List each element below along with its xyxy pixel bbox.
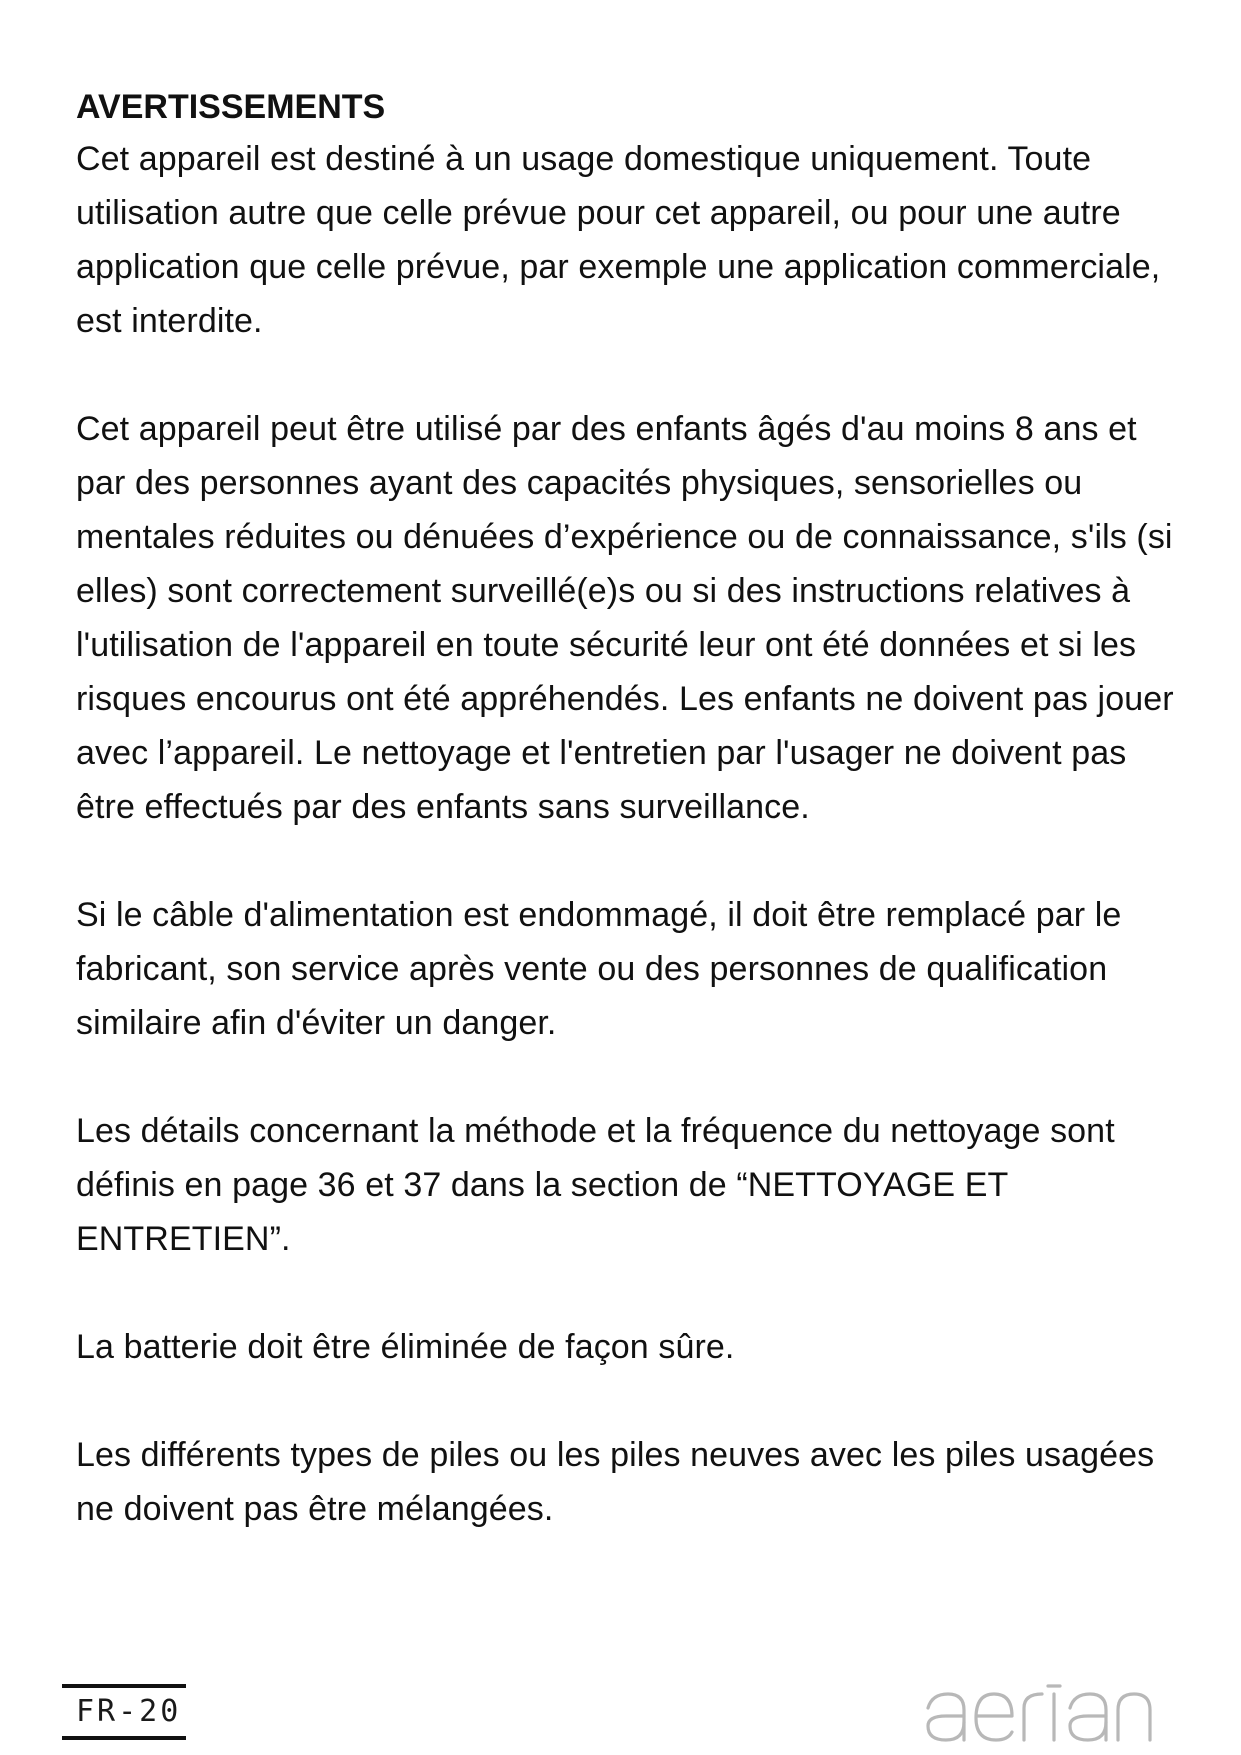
footer-rule-bottom — [62, 1736, 186, 1740]
paragraph-battery-disposal: La batterie doit être éliminée de façon sûre. — [76, 1328, 735, 1366]
paragraph-battery-mixing: Les différents types de piles ou les piles neuves avec les piles usagées ne doivent pas être mélangées. — [76, 1436, 1155, 1528]
section-heading: AVERTISSEMENTS — [76, 88, 386, 126]
page-number: FR-20 — [76, 1694, 182, 1729]
paragraph-power-cable: Si le câble d'alimentation est endommagé, il doit être remplacé par le fabricant, son service après vente ou des personnes de qualification similaire afin d'éviter un danger. — [76, 896, 1122, 1042]
paragraph-children-supervision: Cet appareil peut être utilisé par des enfants âgés d'au moins 8 ans et par des personnes ayant des capacités physiques, sensorielles ou mentales réduites ou dénuées d’expérience ou de connaissance, s'ils (si elles) sont correctement surveillé(e)s ou si des instructions relatives à l'utilisation de l'appareil en toute sécurité leur ont été données et si les risques encourus ont été appréhendés. Les enfants ne doivent pas jouer avec l’appareil. Le nettoyage et l'entretien par l'usager ne doivent pas être effectués par des enfants sans surveillance. — [76, 410, 1174, 826]
warnings-section — [76, 82, 1186, 1536]
brand-logo — [918, 1678, 1158, 1748]
paragraph-domestic-use: Cet appareil est destiné à un usage domestique uniquement. Toute utilisation autre que celle prévue pour cet appareil, ou pour une autre application que celle prévue, par exemple une application commerciale, est interdite. — [76, 140, 1161, 340]
page-footer — [62, 1684, 186, 1740]
paragraph-cleaning-details: Les détails concernant la méthode et la fréquence du nettoyage sont définis en page 36 et 37 dans la section de “NETTOYAGE ET ENTRETIEN”. — [76, 1112, 1115, 1258]
